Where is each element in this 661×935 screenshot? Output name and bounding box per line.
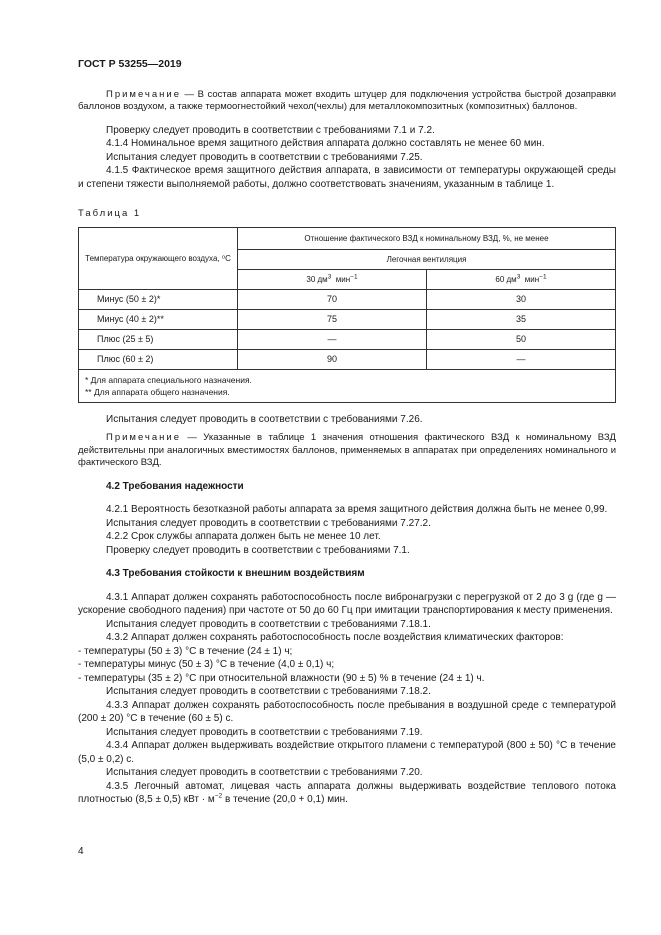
sup: 3 [516, 272, 521, 280]
paragraph-4-3-3: 4.3.3 Аппарат должен сохранять работоспособность после пребывания в воздушной среде с температурой (200 ± 20) °С в течение (60 ± 5) с. [78, 699, 616, 724]
cell-30: 90 [238, 349, 427, 369]
paragraph: Испытания следует проводить в соответствии с требованиями 7.27.2. [106, 517, 431, 529]
header-30 [238, 269, 427, 289]
note-2-label: Примечание [106, 432, 181, 443]
cell-temp: Плюс (60 ± 2) [79, 349, 238, 369]
document-page [78, 58, 616, 807]
paragraph-4-3-1: 4.3.1 Аппарат должен сохранять работоспособность после вибронагрузки с перегрузкой от 2 до 3 g (где g — ускорение свободного падения) при частоте от 50 до 60 Гц при имитации транспортирования к месту применения. [78, 591, 616, 616]
cell-30: 70 [238, 289, 427, 309]
note-1-label: Примечание [106, 88, 181, 100]
cell-60: 50 [426, 329, 615, 349]
footnote-1: * Для аппарата специального назначения. [85, 374, 252, 385]
header-60 [426, 269, 615, 289]
paragraph: Испытания следует проводить в соответствии с требованиями 7.18.1. [106, 618, 431, 630]
document-id: ГОСТ Р 53255—2019 [78, 58, 182, 70]
paragraph: Проверку следует проводить в соответствии с требованиями 7.1. [106, 544, 410, 556]
cell-60: — [426, 349, 615, 369]
table-row [79, 349, 616, 369]
cell-temp: Плюс (25 ± 5) [79, 329, 238, 349]
paragraph-4-2-1: 4.2.1 Вероятность безотказной работы аппарата за время защитного действия должна быть не менее 0,99. [106, 504, 608, 515]
header-60-num: 60 дм [495, 274, 517, 284]
paragraph-4-1-5: 4.1.5 Фактическое время защитного действия аппарата, в зависимости от температуры окружающей среды и степени тяжести выполняемой работы, должно соответствовать значениям, указанным в таблице 1. [78, 165, 616, 190]
header-30-unit: мин [335, 274, 351, 284]
paragraph: Испытания следует проводить в соответствии с требованиями 7.26. [106, 413, 423, 425]
paragraph-4-3-5 [78, 780, 616, 807]
paragraph-4-3-5-a: 4.3.5 Легочный автомат, лицевая часть аппарата должны выдерживать воздействие теплового потока плотностью (8,5 ± 0,5) кВт · м [78, 780, 616, 805]
header-30-num: 30 дм [306, 274, 328, 284]
table-1 [78, 227, 616, 403]
note-2-text: — Указанные в таблице 1 значения отношения фактического ВЗД к номинальному ВЗД действительны при аналогичных вместимостях баллонов, применяемых в аппаратах при определениях номинального и фактического ВЗД. [78, 432, 616, 468]
cell-30: 75 [238, 309, 427, 329]
paragraph-4-3-4: 4.3.4 Аппарат должен выдерживать воздействие открытого пламени с температурой (800 ± 50) °С в течение (5,0 ± 0,2) с. [78, 740, 616, 765]
paragraph-4-3-2: 4.3.2 Аппарат должен сохранять работоспособность после воздействия климатических факторов: [106, 632, 564, 643]
list-item: - температуры (35 ± 2) °С при относительной влажности (90 ± 5) % в течение (24 ± 1) ч. [78, 672, 485, 684]
sup: −2 [214, 792, 223, 800]
header-ratio: Отношение фактического ВЗД к номинальному ВЗД, %, не менее [238, 227, 616, 249]
table-row [79, 289, 616, 309]
paragraph-4-1-4: 4.1.4 Номинальное время защитного действия аппарата должно составлять не менее 60 мин. [106, 138, 545, 149]
note-1-text: — В состав аппарата может входить штуцер для подключения устройства быстрой дозаправки баллонов воздухом, а также термоогнестойкий чехол(чехлы) для металлокомпозитных (композитных) баллонов. [78, 88, 616, 112]
paragraph: Испытания следует проводить в соответствии с требованиями 7.25. [106, 151, 423, 163]
paragraph: Испытания следует проводить в соответствии с требованиями 7.18.2. [106, 686, 431, 697]
note-1 [78, 89, 616, 114]
sup: −1 [539, 272, 547, 280]
header-ventilation: Легочная вентиляция [238, 249, 616, 269]
sup: 3 [327, 272, 332, 280]
cell-30: — [238, 329, 427, 349]
cell-60: 30 [426, 289, 615, 309]
table-caption: Таблица 1 [78, 208, 142, 219]
table-row [79, 309, 616, 329]
table-row [79, 329, 616, 349]
paragraph-4-3-5-b: в течение (20,0 + 0,1) мин. [222, 794, 348, 805]
paragraph: Испытания следует проводить в соответствии с требованиями 7.20. [106, 767, 423, 778]
cell-temp: Минус (40 ± 2)** [79, 309, 238, 329]
list-item: - температуры (50 ± 3) °С в течение (24 ± 1) ч; [78, 645, 293, 657]
header-temperature: Температура окружающего воздуха, ⁰С [79, 227, 238, 289]
list-item: - температуры минус (50 ± 3) °С в течение (4,0 ± 0,1) ч; [78, 659, 335, 670]
note-2 [78, 432, 616, 470]
header-60-unit: мин [524, 274, 540, 284]
footnote-2: ** Для аппарата общего назначения. [85, 386, 230, 397]
paragraph-4-2-2: 4.2.2 Срок службы аппарата должен быть не менее 10 лет. [106, 531, 381, 542]
section-4-3-title: 4.3 Требования стойкости к внешним воздействиям [106, 568, 365, 579]
sup: −1 [350, 272, 358, 280]
cell-temp: Минус (50 ± 2)* [79, 289, 238, 309]
page-number: 4 [78, 846, 84, 857]
section-4-2-title: 4.2 Требования надежности [106, 480, 244, 492]
table-footnotes [79, 369, 616, 402]
paragraph: Испытания следует проводить в соответствии с требованиями 7.19. [106, 726, 423, 738]
paragraph: Проверку следует проводить в соответствии с требованиями 7.1 и 7.2. [106, 124, 435, 136]
cell-60: 35 [426, 309, 615, 329]
table-footnotes-cell [79, 369, 616, 402]
